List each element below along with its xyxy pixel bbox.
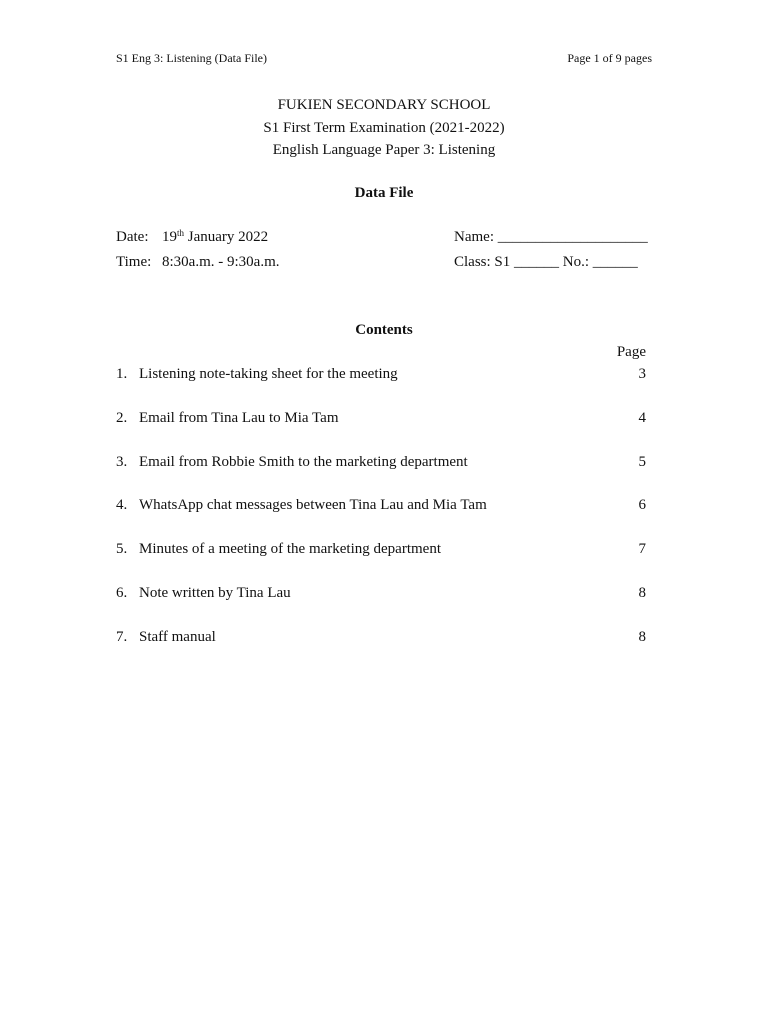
date-label: Date: <box>116 229 149 245</box>
page-column-header: Page <box>616 344 646 360</box>
item-page: 8 <box>638 585 646 601</box>
item-number: 4. <box>116 497 128 513</box>
exam-title: S1 First Term Examination (2021-2022) <box>263 120 505 136</box>
item-number: 3. <box>116 454 128 470</box>
item-number: 6. <box>116 585 128 601</box>
item-page: 3 <box>638 366 646 382</box>
contents-heading: Contents <box>355 322 413 338</box>
item-title: Staff manual <box>139 629 216 645</box>
date-month-year: January 2022 <box>184 229 269 245</box>
item-number: 7. <box>116 629 128 645</box>
date-day: 19 <box>162 229 177 245</box>
contents-item <box>116 497 646 517</box>
page-indicator: Page 1 of 9 pages <box>567 51 652 65</box>
item-page: 4 <box>638 410 646 426</box>
item-title: WhatsApp chat messages between Tina Lau and Mia Tam <box>139 497 487 513</box>
time-label: Time: <box>116 254 152 270</box>
contents-item <box>116 410 646 430</box>
item-page: 7 <box>638 541 646 557</box>
running-header-title: S1 Eng 3: Listening (Data File) <box>116 51 267 65</box>
item-number: 2. <box>116 410 128 426</box>
item-title: Email from Robbie Smith to the marketing department <box>139 454 468 470</box>
contents-item <box>116 454 646 474</box>
item-number: 5. <box>116 541 128 557</box>
item-page: 8 <box>638 629 646 645</box>
item-title: Note written by Tina Lau <box>139 585 291 601</box>
item-number: 1. <box>116 366 128 382</box>
contents-item <box>116 629 646 649</box>
contents-item <box>116 366 646 386</box>
contents-item <box>116 541 646 561</box>
item-page: 6 <box>638 497 646 513</box>
time-value: 8:30a.m. - 9:30a.m. <box>162 254 280 270</box>
contents-item <box>116 585 646 605</box>
date-value <box>162 229 268 246</box>
class-number-field[interactable]: Class: S1 ______ No.: ______ <box>454 254 638 270</box>
document-subtitle: Data File <box>354 185 414 201</box>
date-ordinal-suffix: th <box>177 228 185 238</box>
item-page: 5 <box>638 454 646 470</box>
name-field[interactable]: Name: ____________________ <box>454 229 648 245</box>
item-title: Minutes of a meeting of the marketing department <box>139 541 441 557</box>
item-title: Email from Tina Lau to Mia Tam <box>139 410 339 426</box>
item-title: Listening note-taking sheet for the meeting <box>139 366 398 382</box>
school-name: FUKIEN SECONDARY SCHOOL <box>277 97 491 113</box>
paper-title: English Language Paper 3: Listening <box>272 142 496 158</box>
